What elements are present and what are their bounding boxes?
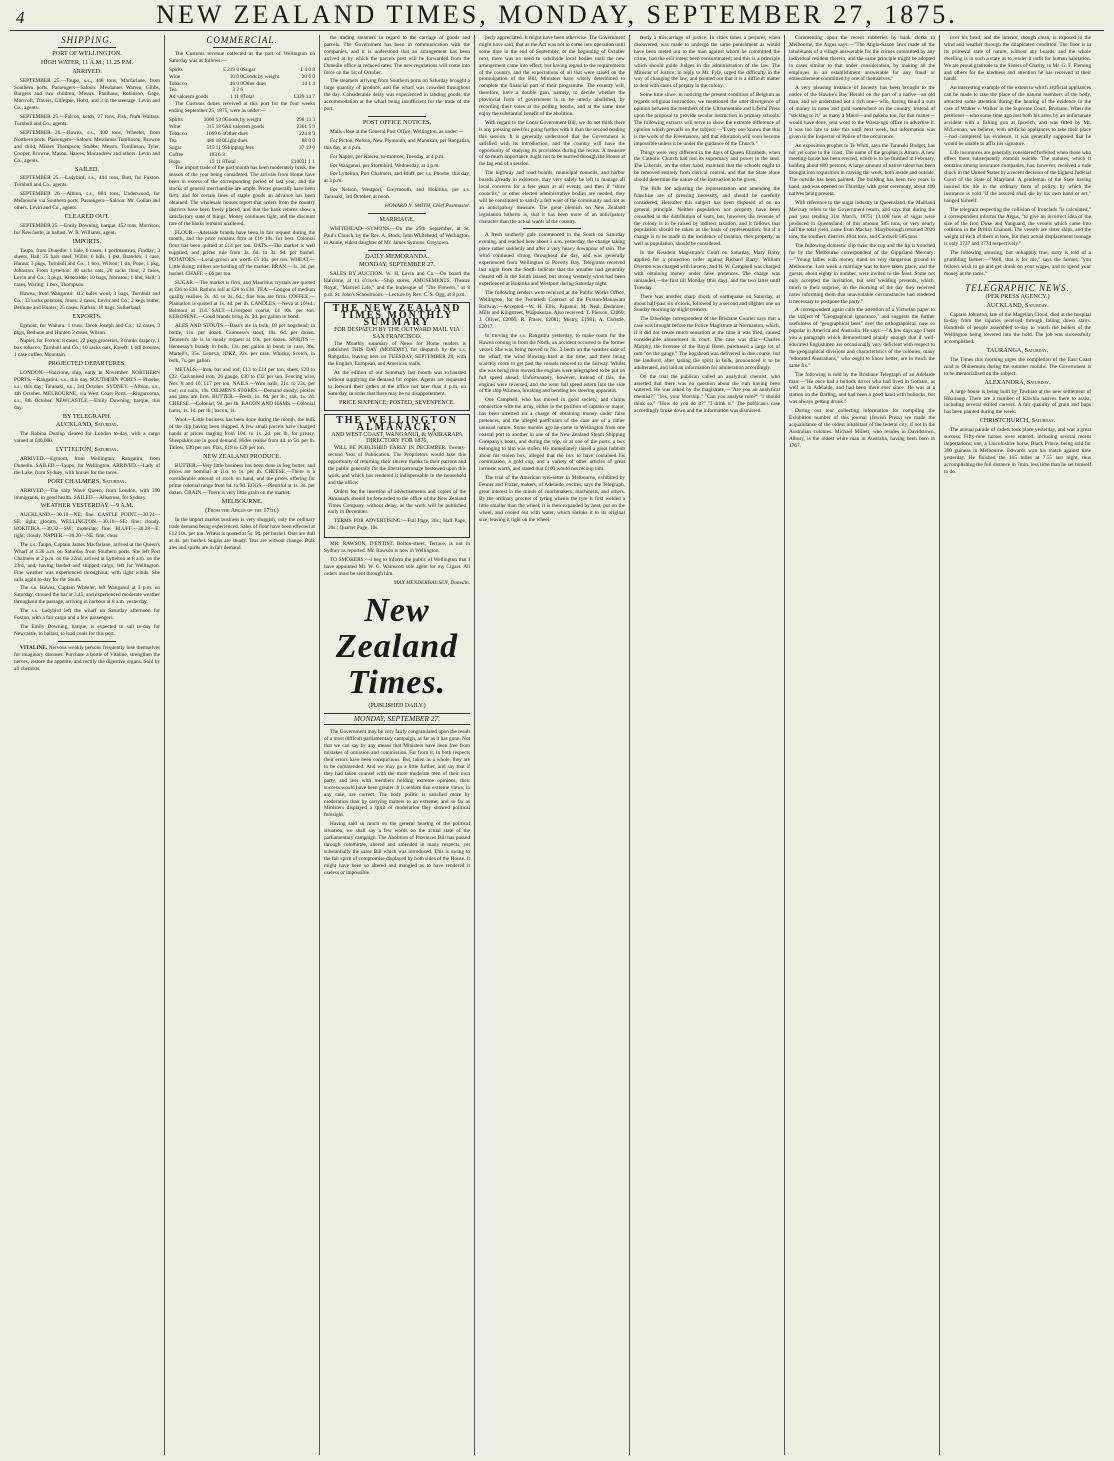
customs-cell: 486 18 0 (206, 137, 225, 144)
advertisement-text: WILL BE PUBLISHED EARLY IN DECEMBER. Twenty-second Year of Publication. The Proprietors would take this opportunity of returning their sincere thanks to their patrons and the public generally for the liberal patronage bestowed upon this work, and which has rendered it indispensable in the household and the office. (328, 445, 466, 486)
arrival-entry: SEPTEMBER 26.—Hawea, s.s., 400 tons, Wheeler, from Northern ports. Passengers—Saloon: Mesdames Tomlinson, Browne and child, Misses Thompson, Stubbs; Messrs. Tomlinson, Tyler, Cooper, Browne, Mason, Hawes, Macandrew and others. Levin and Co., agents. (14, 129, 160, 164)
article-paragraph: SUGAR.—The market is firm, and Mauritius crystals are quoted at £36 to £38. Rations sell at £28 to £30. TEA.—Congou of medium quality realises 2s. 4d. to 2s. 6d.; fine teas are firm. COFFEE.—Plantation is quoted at 1s. 4d. per lb. CANDLES.—Neva at 10¾d.; Belmont at 11d. SALT.—Liverpool coarse, £4 10s. per ton. KEROSENE.—Good brands bring 2s. 3d. per gallon in bond. (169, 279, 315, 321)
customs-cell: £10031 1 1 (291, 158, 315, 165)
shipping-report: The Emily Downing, barque, is expected to sail to-day for Newcastle, in ballast, to load coals for this port. (14, 623, 160, 637)
section-subheading: PROJECTED DEPARTURES. (48, 360, 126, 368)
advertisement-text: The Monthly summary of News for Home readers is published THIS DAY (MONDAY), for despatch by the s.s. Rangatira, leaving here on TUESDAY, SEPTEMBER 28, with the English, European, and American mails. (328, 340, 466, 368)
customs-cell: Ad valorem goods (224, 123, 265, 130)
dateline: CHRISTCHURCH, Saturday. (979, 417, 1056, 425)
customs-cell: Other dues (243, 80, 267, 87)
leader-dateline: MONDAY, SEPTEMBER 27. (324, 713, 470, 726)
leader-paragraph: The Government may be very fairly congratulated upon the result of a most difficult parliamentary campaign, as far as it has gone. Not that we can say by any means that Ministers have been free from mistakes of omission and commission. Far from it; in both respects their errors have been conspicuous. But, taken as a whole, they are to be commended. And we may go a little further, and say that if they had taken counsel with the more moderate men of their own party, and less with members holding extreme opinions, their success would have been greater. It is seldom that extreme views, in any case, are correct. The body politic is satisfied more by moderation than by carrying matters to an extreme; and so far as Ministers displayed a spirit of moderation they showed political foresight. (324, 729, 470, 819)
customs-row (169, 138, 315, 145)
article-paragraph: The Customs revenue collected at the port of Wellington on Saturday was as follows:— (169, 50, 315, 64)
sailed-entry: SEPTEMBER 26.—Albion, s.s., 804 tons, Underwood, for Melbourne via Southern ports. Passengers—Saloon: Mr. Gollan and others. Levin and Co., agents. (14, 191, 160, 212)
customs-row (169, 67, 315, 74)
dateline: PORT CHALMERS, Saturday. (47, 477, 127, 485)
advertisement-subtitle: AND WEST COAST, WANGANUI, & WAIRARAPA DIRECTORY FOR 1876, (331, 431, 463, 445)
customs-row (169, 81, 315, 88)
column-6 (785, 35, 940, 1455)
weather-entry: AUCKLAND.—30.10—NE; fine. CASTLE POINT.—30.24—SE; light; gloomy. WELLINGTON.—30.18—SE; fine; cloudy. HOKITIKA.—30.32—SW; moderate; fine. BLUFF.—30.28—E; light; cloudy. NAPIER.—30.20—NE; fine; clear. (14, 512, 160, 540)
customs-table (169, 67, 315, 102)
column-2 (165, 35, 320, 1455)
divider (988, 281, 1047, 282)
customs-row (169, 124, 315, 131)
customs-cell (288, 87, 315, 94)
masthead (10, 0, 1104, 31)
telegram-paragraph: A large house is being built by Tawhiao at the new settlement of Hikurangi. There are a number of Kawhia natives there to assist, including several skilled carvers. A fair quantity of grain and hops has been planted during the week. (944, 388, 1091, 416)
article-paragraph: ALES AND STOUTS.—Bass's ale in bulk, £8 per hogshead; in bottle, 11s. per dozen. Guinness's stout, 10s. 6d. per dozen. Tennent's ale is in steady request at 10s. per dozen. SPIRITS.—Hennessy's brandy in bulk, 13s. per gallon in bond; in case, 36s. Martell's, 35s. Geneva, JDKZ, 22s. per case. Whisky, Scotch, in bulk, 7s. per gallon. (169, 323, 315, 364)
telegraph-entry: ARRIVED.—The ship Wave Queen, from London, with 390 immigrants, in good health. SAILED.—Albatross, for Sydney. (14, 487, 160, 501)
telegram-paragraph: The Times this morning urges the completion of the East Coast road to Ohinemutu during the summer months. The Government is to be memorialised on the subject. (944, 356, 1091, 377)
customs-cell: Wine (169, 73, 181, 80)
news-paragraph: Some time since, in noticing the present condition of Belgium as regards religious instruction, we mentioned the utter divergence of opinion between the members of the Ultramontane and Liberal Press upon the proposal to provide secular instruction in primary schools. The following extracts will serve to show the extreme difference of opinion which prevails on the subject:—"Every one knows that this is the work of the Freemasons, and that education will soon become impossible unless it be under the guidance of the Church." (634, 92, 780, 147)
advertisement: Nervous weakly persons frequently lose themselves for imaginary diseases. Purchase a bottle of Vitaline, strengthen the nerves, restore the appetite, and rectify the digestive organs. Sold by all chemists. (14, 644, 160, 672)
dateline: AUCKLAND, Saturday. (986, 301, 1049, 309)
columns (10, 35, 1104, 1455)
section-subheading: IMPORTS. (72, 237, 102, 245)
customs-cell: 88 0 0 (301, 137, 315, 144)
section-subheading: NEW ZEALAND PRODUCE. (202, 452, 282, 460)
customs-cell: Goods by weight (224, 117, 262, 124)
customs-cell: Spirits (169, 66, 183, 73)
advertisement-heading: VITALINE. (20, 644, 48, 651)
imports-entry: Taupo, from Dunedin: 1 bale, 6 cases, 1 portmanteau, Findlay; 3 sheets, Hall; 25 bars steel, Willis; 6 bdls, 1 pkt, Brandon; 1 case, Hanna; 3 pkgs, Turnbull and Co.; 1 box, Wilson; 1 tin, Pope; 1 pkg, Johnston. From Lyttelton: 40 sacks oats, 20 sacks flour, 2 cases, Levin and Co.; 3 pkgs, Kirkcaldie; 10 bags, Johnston; 1 hhd, Hall; 3 cases, Waring; 1 box, Thompson. (14, 247, 160, 289)
article-paragraph: In the import market business is very sluggish, only the ordinary trade demand being experienced. Sales of flour have been effected at £12 10s. per ton. Wheat is quoted at 5s. 9d. per bushel. Oats are dull at 4s. per bushel. Sugars are steady. Teas are without change. Bulk ales and spirits are in fair demand. (169, 516, 315, 551)
news-paragraph: The trial of the American tyre-setter in Melbourne, exhibited by Fenner and Frazer, makers, of Adelaide, excites, says the Telegraph, great interest in the minds of coachmakers, machinists, and others. By the ordinary process of tyring wheels the tyre is first welded a little smaller than the wheel; it is then expanded by heat, put on the wheel, and cooled out with water, which shrinks it to its original size, leaving it tight on the wheel. (479, 475, 625, 523)
customs-cell: 1069 6 4 (206, 130, 225, 137)
dateline: MONDAY, SEPTEMBER 27. (359, 261, 435, 269)
customs-cell: Coffee (169, 151, 184, 158)
news-paragraph: There was another sharp shock of earthquake on Saturday, at about half-past six o'clock, followed by a second and slighter one on Sunday morning by slight tremors. (634, 293, 780, 314)
shipping-report: The s.s. Taupo, Captain James Macfarlane, arrived at the Queen's Wharf at 4.30 a.m. on Saturday from Southern ports. She left Port Chalmers at 2 p.m. on the 22nd, arrived at Lyttelton at 8 a.m. on the 23rd, and, having landed and shipped cargo, left for Wellington. Fine weather was experienced throughout, with light winds. She sails again to-day for the South. (14, 542, 160, 583)
section-subheading: MARRIAGE. (379, 215, 415, 223)
telegraph-entry: The Robina Dunlop cleared for London to-day, with a cargo valued at £40,000. (14, 431, 160, 445)
high-water-line: HIGH WATER, 11 A.M.; 11.25 P.M. (40, 58, 134, 66)
customs-cell: Total (224, 158, 236, 165)
paper-title-header: NEW ZEALAND TIMES, MONDAY, SEPTEMBER 27, 1875. (156, 0, 958, 29)
news-paragraph: One Campbell, who has moved in good society, and claims connection with the army, either in the position of captain or major, has been arrested on a charge of obtaining money under false pretences, and the alleged particulars of the case are of a rather unusual nature. Some months ago he came to Wellington from one coastal port to another in one of the New Zealand Steam Shipping Company's boats, and during the trip, or at one of the ports, a box belonging to him was stolen. He immediately raised a great hubbub about his stolen box, alleged that the box to have contained his commission, a gold cup, and a variety of other articles of great intrinsic worth, and stated that £100 would not recoup him. (479, 397, 625, 473)
news-paragraph: In the Resident Magistrate's Court on Saturday, Mary Barry applied for a protection order against Richard Barry; William Overton was charged with larceny; and H. W. Campbell was charged with obtaining money under false pretences. The charge was remanded,—the first till Monday (this day), and the two latter until Tuesday. (634, 250, 781, 291)
divider (368, 116, 426, 117)
article-paragraph: The import trade of the past month has been moderately brisk, the season of the year being considered. The arrivals from Home have been in excess of the corresponding period of last year, and the stocks of general merchandise are ample. Prices generally have been firm, and for certain lines of staple goods an advance has been obtained. The wholesale houses report that orders from the country districts have been freely placed, and that the bank returns show a satisfactory state of things. Money continues tight, and the discount rate of the banks remains unaltered. (169, 165, 315, 227)
customs-cell: Tea (169, 87, 177, 94)
customs-cell: Hops (169, 158, 181, 165)
dateline: TAURANGA, Saturday. (986, 347, 1049, 355)
advertisement-text: Orders for the insertion of advertisements and copies of the Almanack should be forwarded to the office of the New Zealand Times Company, without delay, as the work will be published early in December. (328, 488, 466, 516)
advertisement-text: TERMS FOR ADVERTISING:—Full Page, 30s.; Half Page, 20s.; Quarter Page, 10s. (328, 518, 466, 532)
news-paragraph: festly a miscarriage of justice. In cities times a perjurer, when discovered, was made to undergo the same punishment as would have been meted out to the man against whom he committed the crime, had the evil intent been consummated; and this is a principle which should guide Judges in the administration of the law. The Minister of Justice, in reply to Mr. Fyfe, urged the difficulty in the way of changing the law, and pointed out that it is a difficult matter to deal with cases of perjury in the colony. (634, 35, 780, 90)
shipping-report: The s.s. Ladybird left the wharf on Saturday afternoon for Foxton, with a fair cargo and a few passengers. (14, 608, 160, 622)
price-line: PRICE SIXPENCE; POSTED, SEVENPENCE. (339, 399, 455, 406)
customs-cell: 3060 13 0 (203, 117, 225, 124)
shipping-heading: SHIPPING. (61, 35, 113, 45)
divider (368, 213, 426, 214)
customs-cell: 1 11 8 (229, 94, 243, 101)
agency-note: (PER PRESS AGENCY.) (985, 292, 1050, 300)
customs-cell: Sugar (243, 66, 256, 73)
dateline: AUCKLAND, Saturday. (55, 421, 119, 429)
news-paragraph: A very pleasing instance of honesty has been brought to the notice of the Hawke's Bay Herald on the part of a native—an old man, and we understand not a rich one—who, having found a sum of money in notes and gold somewhere on the country, instead of "sticking to it," as many a Maori—and pakeha too, for that matter—would have done, sent word to the Wawa-ngo office to advertise it. It was too late to take this until next week, but information was given to the Inspector of Police of the occurrence. (789, 85, 935, 140)
notice-paragraph: SALES BY AUCTION. W. H. Levin and Co.—On board the Halcione, at 11 o'clock,—Ship stores. AMUSEMENTS. Theatre Royal, "Married Life," and the burlesque of "The Flowers," at 8 p.m. St. John's Schoolroom.—Lecture by Rev. C. S. Ogg, at 8 p.m. (324, 271, 470, 299)
customs-cell: Total (243, 94, 254, 101)
almanack-advertisement (324, 414, 470, 539)
section-subheading: SAILED. (75, 165, 99, 173)
customs-cell: Ad valorem goods (169, 94, 209, 101)
leader-paragraph: The highway and road boards, municipal councils, and harbor boards already in existence, may very safely be left to manage all local concerns for a few years at all events; and then if "shire councils," or other elected administrative bodies are needed, they will be constituted to satisfy a felt want of the community and not as an anticipatory measure. The great blemish on New Zealand legislation hitherto is, that it has been more of an anticipatory character than the actual wants of the country. (479, 170, 625, 225)
column-4 (475, 35, 630, 1455)
news-paragraph: Commenting upon the recent robberies by bank clerks in Melbourne, the Argus says:—"The Anglo-Saxon laws made all the inhabitants of a village answerable for the crimes committed by any individual resident therein, and the same principle might be adopted in cases similar to that under consideration, by making all the employes in an establishment answerable for any fraud or embezzlement committed by one of themselves." (789, 35, 935, 83)
advertisement-title: THE NEW ZEALAND TIMES MONTHLY SUMMARY (332, 303, 462, 328)
section-subheading: ARRIVED. (72, 67, 102, 75)
customs-cell: 46 0 0 (229, 80, 243, 87)
telegram-paragraph: Captain Johnston, late of the Magellan Cloud, died at the hospital to-day from the injuries received through falling down stairs. Hundreds of people assembled to-day to watch the boilers of the Wellington being lowered into the hold. The job was successfully accomplished. (944, 311, 1091, 346)
news-paragraph: The following is told by the Brisbane Telegraph of an Adelaide man:—"He once had a bullock driver who had lived in Gotham, as well as in Adelaide, and had been there ever since. He was at a station on the Darling, and had been a good hand with bullocks, but was always getting drunk." (789, 371, 935, 406)
news-paragraph: An interesting example of the extent to which artificial appliances can be made to take the place of the natural members of the body, attracted some attention during the hearing of the evidence in the case of Walker v. Walker in the Supreme Court, Brisbane. When the petitioner—who some time ago lost both his arms by an unfortunate accident with a fishing gun at Ipswich, and was fitted by Mr. McLennan, we believe, with artificial appliances to take their place—had completed his evidence, it was generally supposed that he would be unable to affix his signature. (944, 85, 1091, 147)
divider (58, 641, 116, 642)
customs-cell: £329 14 7 (293, 94, 315, 101)
column-1 (10, 35, 165, 1455)
customs-row (169, 117, 315, 124)
customs-cell (243, 87, 288, 94)
advertisement-subtitle: FOR DESPATCH BY THE OUTWARD MAIL VIA SAN FRANCISCO. (334, 326, 460, 340)
source-line: (From the Argus of the 17th.) (205, 507, 279, 514)
divider (523, 228, 581, 229)
customs-cell: Other dues (224, 130, 248, 137)
advertisement: TO SMOKERS.—I beg to inform the public of Wellington that I have appointed Mr. W. G. Wainscott sole agent for my Cigars. All orders must be sent through him. (324, 557, 470, 577)
news-paragraph: Things were very different in the days of Queen Elizabeth, when the Catholic Church had lost its supremacy and power in the land. The Liberals, on the other hand, maintain that the schools ought to be removed entirely from clerical control, and that the State alone should determine the nature of the instruction to be given. (634, 149, 780, 184)
customs-cell: 193 6 3 (208, 151, 225, 158)
telegraphic-news-heading: TELEGRAPHIC NEWS. (965, 282, 1070, 293)
notice-paragraph: For Picton, Nelson, New Plymouth, and Manukau, per Rangatira, this day, at 4 p.m. (324, 137, 470, 151)
customs-cell: 298 13 3 (296, 117, 315, 124)
summary-advertisement (324, 302, 470, 411)
news-paragraph: On the trial the publican called an analytical chemist, who asserted that there was no question about the rum having been watered. He was asked by the magistrate,—"Are you an analytical chemist?" "Yes, your Worship." "Can you analyse rum?" "I should think so." "How do you do it?" "I drink it." The publican's case accordingly broke down and the information was dismissed. (634, 373, 780, 415)
section-subheading: WEATHER YESTERDAY.—9 A.M. (40, 502, 134, 510)
customs-cell: Goods by weight (243, 73, 280, 80)
notice-paragraph: WHITEHEAD—SYMONS.—On the 25th September, at St. Paul's Church, by the Rev. A. Stock, John Whitehead, of Wellington, to Annie, eldest daughter of Mr. James Symons, Greytown. (324, 225, 470, 246)
news-paragraph: The Etheridge correspondent of the Brisbane Courier says that a case was brought before the Police Magistrate at Normanton, which, if it did not create much sensation at the time it was tried, caused considerable amusement in court. The case was this:—Charles Murphy, the licensee of the Royal Hotel, purchased a large lot of rum "on the gauge." The hogshead was delivered in due course, but the landlord, after tasting the spirit in bulk, pronounced it to be adulterated, and laid an information for adulteration accordingly. (634, 316, 780, 371)
divider (213, 47, 271, 48)
section-subheading: EXPORTS. (72, 312, 102, 320)
section-subheading: POST OFFICE NOTICES. (362, 118, 432, 126)
notice-paragraph: For Lyttelton, Port Chalmers, and Bluff, per s.s. Phoebe, this day, at 3 p.m. (324, 171, 470, 185)
customs-cell (281, 152, 315, 159)
customs-cell: Wine (169, 123, 181, 130)
news-paragraph: Life insurances are generally considered forfeited when those who effect them subsequently commit suicide. The statutes, which it contains among insurance companies, has, however, received a rude shock in the United States by a recent decision of the highest Judicial Court of the State of Maryland. A gentleman of the State having insured his life in the ordinary form of policy, by which the insurance is void "if the assured shall die by his own hand or act," hanged himself. (944, 149, 1091, 204)
news-paragraph: The Bills for adjusting the representation and amending the franchise are of pressing necessity, and should be carefully considered. Hereafter this subject has been disposed of on no general principle. Neither population nor property have been consulted in the distribution of seats, but, however, the revenue of the colony is to be raised by indirect taxation, and it follows that population should be taken as the basis of representation; but if a change is to be made in the incidence of taxation, then property, as well as population, should be considered. (634, 186, 780, 248)
sailed-entry: SEPTEMBER 25.—Ladybird, s.s., 444 tons, Butt, for Foxton. Turnbull and Co., agents. (14, 175, 160, 189)
customs-cell (225, 152, 281, 159)
column-5 (630, 35, 785, 1455)
departures-entry: LONDON.—Halcione, ship, early in November. NORTHERN PORTS.—Rangatira, s.s., this day. SOUTHERN PORTS.—Phoebe, s.s., this day; Taranaki, s.s., 3rd October. SYDNEY.—Albion, s.s., 4th October. MELBOURNE, via West Coast Ports.—Ringarooma, s.s., 8th October. NEWCASTLE.—Emily Downing, barque, this day. (14, 370, 160, 411)
exports-entry: Napier, for Foxton: 8 cases, 22 pkgs groceries, 3 trunks drapery, 1 box tobacco, Turnbull and Co.; 10 sacks oats, Kreeft; 1 bdl brooms, 1 case coffee, Mountain. (14, 338, 160, 359)
divider (58, 47, 116, 48)
customs-cell: 2361 5 9 (296, 123, 315, 130)
customs-row (169, 131, 315, 138)
news-paragraph: The telegram respecting the collision of Ironclads "is calculated," a correspondent informs the Argus, "to give an incorrect idea of the size of the Iron Duke and Vanguard, the vessels which came into collision in the British Channel. The vessels are sister ships, and the weight of each of them in tons, but their actual displacement tonnage is only 3737 and 3774 respectively." (944, 206, 1091, 248)
customs-cell: 224 8 9 (299, 130, 315, 137)
customs-cell: £ 4 0 8 (300, 66, 315, 73)
customs-cell: 20 6 0 (301, 73, 315, 80)
news-paragraph: A correspondent again calls the attention of a Victorian paper to the subject of "Geographical ignorance," and suggests the further usefulness of "geographical bees" over the orthographical, now so popular in America and Australia. He says:—"A few days ago I sent you a paragraph which demonstrated plainly enough that if well-educated Englishmen are occasionally very deficient with respect to the geographical divisions and characteristics of the colonies, many "educated Australians," who ought to know better, are in much the same fix." (789, 307, 935, 369)
arrival-entry: SEPTEMBER 25.—Taupo, s.s., 448 tons, Macfarlane, from Southern ports. Passengers—Saloon: Mesdames Warren, Gibbs, Burgess and two children, Messrs. Paulhaus, Robinson, Gage, Marcroft, Travers, Gillespie, Holst, and 3 in the steerage. Levin and Co., agents. (14, 77, 160, 112)
shipping-report: The s.s. Hawea, Captain Wheeler, left Wanganui at 3 p.m. on Saturday, crossed the bar at 3.45, and experienced moderate weather throughout the passage, arriving in harbour at 8 a.m. yesterday. (14, 585, 160, 606)
customs-cell: 13 11 8 (209, 158, 225, 165)
column-7 (940, 35, 1095, 1455)
news-paragraph: An exposition prophet to Te Whiti, says the Taranaki Budget, has not yet come to the coast. The name of the prophet is Amaru. A new meeting-house has been erected, which is to be finished in February, holding about 800 persons. A large amount of native talent has been brought into requisition in carving the work, both inside and outside. The outside has been painted. The building has been two years in hand, and was opened on Thursday with great ceremony, about 400 natives being present. (789, 142, 935, 197)
customs-cell: 37 19 0 (299, 144, 315, 151)
telegraph-entry: ARRIVED.—Egmont, from Wellington; Rangatira, from Dunedin. SAILED.—Taupo, for Wellington. ARRIVED.—Lady of the Lake, from Sydney, with horses for the races. (14, 456, 160, 476)
customs-row (169, 74, 315, 81)
dateline: ALEXANDRA, Saturday. (984, 378, 1051, 386)
article-paragraph: The Customs duties received at this port for the four weeks ending September 25, 1875, were as under:— (169, 101, 315, 115)
news-paragraph: The following domestic slip twist the cup and the lip is vouched for by the Melbourne correspondent of the Gippsland Mercury:—"Young ladies with money stand on very dangerous ground in Melbourne. Last week a marriage was to have taken place, and the guests, about eighty in number, were invited to the feast. Some not only accepted the invitation, but sent wedding presents, which, much to their surprise, on the morning of the day they received notes informing them that unavoidable circumstances had rendered it necessary to postpone the party." (789, 243, 935, 305)
publication-note: (PUBLISHED DAILY.) (368, 702, 426, 709)
page-number: 4 (16, 8, 25, 27)
byline: HOWARD N. SMITH, Chief Postmaster. (384, 203, 470, 210)
customs-cell: 515 11 9 (206, 144, 225, 151)
article-paragraph: METALS.—Iron, bar and rod, £13 to £14 per ton; sheet, £20 to £22. Galvanised iron, 26 gauge, £30 to £32 per ton. Fencing wire, Nos. 8 and 10, £17 per ton. NAILS.—Wire nails, 21s. to 23s. per cwt; cut nails, 19s. OILMEN'S STORES.—Demand steady; pickles and jams are firm. BUTTER.—Fresh, 1s. 6d. per lb.; salt, 1s. 2d. CHEESE.—Colonial, 9d. per lb. BACON AND HAMS.—Colonial hams, 1s. 1d. per lb.; bacon, 1s. (169, 366, 315, 415)
section-subheading: MELBOURNE. (221, 498, 263, 506)
customs-cell: 3 2 6 (232, 87, 243, 94)
customs-cell: 14 1 4 (301, 80, 315, 87)
customs-cell: Shipping fees (224, 144, 254, 151)
customs-row (169, 145, 315, 152)
news-paragraph: The following tenders were received at the Public Works Office, Wellington, for the Twentieth Contract of the Foxton-Manawatu Railway:—Accepted—W. H. Ellis, Papanui; M. Neal, Dedmore; Mills and Kingstreet, Waipukurau. Also received: T. Pierson, £2060; J. Oliver, £2000; R. Fraser, £2081; Mistry, £1981; A. Christie, £2017. (479, 289, 625, 331)
arrival-entry: SEPTEMBER 25.—Falcon, ketch, 27 tons, Fisk, from Waitara. Turnbull and Co., agents. (14, 114, 160, 128)
imports-entry: Hawea, from Wanganui: 112 bales wool, 3 bags, Turnbull and Co.; 33 sacks potatoes, Jones; 2 cases, Levin and Co.; 2 kegs butter, Bethune and Hunter; 25 cases, Nathan; 10 bags, Sutherland. (14, 291, 160, 311)
cleared-entry: SEPTEMBER 25.—Emily Downing, barque, 452 tons, Morrison, for Newcastle, in ballast. W. R. Williams, agent. (14, 222, 160, 236)
dateline: LYTTELTON, Saturday. (55, 446, 119, 454)
news-paragraph: over his head, and the interior, though clean, is exposed to the wind and weather through the dilapidated condition. The floor is in its primeval state of nature, without any boards, and the whole dwelling is in such a state as to render it unfit for human habitation. We are proud gratitude to the Sisters of Charity, to Mr. G. F. Fleming and others for the kindness and attention he has received at their hands. (944, 35, 1091, 83)
commercial-heading: COMMERCIAL. (206, 35, 278, 45)
customs-cell: 315 18 6 (206, 123, 225, 130)
article-paragraph: FLOUR.—Adelaide brands have been in fair request during the month, and the price remains firm at £16 10s. for best. Colonial flour has been quitted at £14 per ton. OATS.—The market is well supplied, and prices rule from 3s. 6d. to 3s. 9d. per bushel. POTATOES.—Local-grown are worth £5 10s. per ton. WHEAT.—Little doing; millers are holding off the market. BRAN.—1s. 3d. per bushel. CHAFF.—£6 per ton. (169, 229, 315, 277)
news-paragraph: During our tour collecting information for compiling the Exhibition number of this journal (Jewish Press) we made the acquaintance of the oldest inhabitant of the federal city, if not in the Australian colonies. Michael Millett, who resides in Davidstown, Albury, is the oldest white man in Australia, having been born in 1767. (789, 408, 935, 449)
section-subheading: BY TELEGRAPH. (62, 412, 112, 420)
news-paragraph: With reference to the sugar industry in Queensland, the Maitland Mercury refers to the Government return, and says that during the past year (ending 31st March, 1875) 13,108 tons of sugar were produced in Queensland; of this amount 585 tons, or very nearly half the total yield, came from Mackay. Maryborough returned 2026 tons, the southern districts 4844 tons, and Cardwell 585 tons. (789, 199, 935, 241)
notice-paragraph: For Napier, per Hawea, to-morrow, Tuesday, at 4 p.m. (330, 153, 445, 160)
customs-row (169, 152, 315, 159)
customs-cell: Sugar (169, 144, 182, 151)
byline: MAX MENDERHAUSEN, Dunedin. (393, 579, 470, 586)
advertisement-text: As the edition of our Summary last month was exhausted without supplying the demand for copies, Agents are requested to forward their orders at the office not later than 4 p.m. on Saturday, in order that there may be no disappointment. (328, 370, 466, 397)
customs-cell: Tobacco (169, 80, 187, 87)
news-paragraph: A fresh southerly gale commenced in the South on Saturday evening, and reached here about 3 a.m. yesterday, the change taking place rather suddenly and after a very heavy downpour of rain. The wind continued strong throughout the day, and was generally experienced from Wellington to Poverty Bay. Telegrams received last night from the South indicate that the weather had generally cleared off in the South Island, but strong westerly wind had been experienced at Hokitika and Westport during Saturday night. (479, 232, 625, 287)
customs-row (169, 87, 315, 94)
customs-cell: Tobacco (169, 130, 187, 137)
customs-cell: Light dues (224, 137, 248, 144)
customs-table (169, 117, 315, 165)
section-subheading: CLEARED OUT. (64, 212, 110, 220)
leader-paragraph: perly appreciated. It might have been otherwise. The Government might have said, that as the Act was not to come into operation until some time in the end of September, or the beginning of October next, there was no need to subdivide local bodies until the new arrangement came into effect; but having regard to the requirements of the country, and the expectations of all that were raised on the promulgation of the Bill, Ministers have wisely determined to complete the financial part of their programme. The country will, therefore, have a double gain, namely, to decide whether the provincial form of government is to be utterly abolished, by recording their votes at the polling booths, and at the same time enjoy the substantial benefit of the abolition. (479, 35, 625, 117)
column-3 (320, 35, 475, 1455)
notice-paragraph: For Wanganui, per Stormbird, Wednesday, at 4 p.m. (330, 162, 440, 169)
leader-paragraph: Having said so much on the general bearing of the political situation, we shall say a few words on the actual state of the parliamentary campaign. The Abolition of Provinces Bill has passed through committee, altered and amended in many respects, yet substantially the same Bill which was introduced. This is owing to the fair spirit of compromise displayed by both sides of the House. It might have been so altered and mangled as to have rendered it useless or impossible. (324, 821, 470, 876)
paper-title: New Zealand Times. (335, 591, 459, 701)
article-paragraph: Wool.—Little business has been done during the month, the bulk of the clip having been shipped. A few small parcels have changed hands at prices ranging from 10d. to 1s. 2d. per lb. for greasy. Sheepskins are in good demand. Hides realise from 4d. to 5d. per lb. Tallow, £30 per ton. Flax, £18 to £20 per ton. (169, 417, 315, 451)
customs-cell: £ 219 0 0 (223, 66, 243, 73)
article-paragraph: BUTTER.—Very little business has been done in keg butter, and prices are nominal at 11d. to 1s. per lb. CHEESE.—There is a considerable amount of stock on hand, and the prices offering for prime colonial range from 8d. to 9d. EGGS.—Plentiful at 1s. 3d. per dozen. GRAIN.—There is very little grain on the market. (169, 462, 315, 497)
advertisement-title: THE WELLINGTON ALMANACK, (336, 414, 458, 433)
leader-paragraph: With regard to the Local Government Bill, we do not think there is any pressing need for going further with it than the second reading this session. It is generally understood that the Government is satisfied with its introduction, and the country will have the opportunity of studying its provisions during the recess. A measure of so much importance ought not to be hurried through the House at the fag end of a session. (479, 119, 625, 168)
notice-paragraph: Mails close at the General Post Office, Wellington, as under:— (330, 128, 464, 135)
advertisement: MR. RAWSON, D'ENTIST, Bolton-street, Terrace, is not in Sydney as reported. Mr. Rawson is now in Wellington. (324, 541, 470, 555)
article-paragraph: The steamers arriving from Southern ports on Saturday brought a large quantity of produce, and the wharf was crowded throughout the day. Considerable delay was experienced in landing goods, the accommodation at the wharf being insufficient for the trade of the port. (324, 78, 470, 113)
customs-cell: 10 0 0 (229, 73, 243, 80)
article-paragraph: the trading steamers in regard to the carriage of goods and parcels. The Government has been in communication with the companies, and it is understood that an arrangement has been arrived at by which the parcels post will be forwarded from the Dunedin office at reduced rates. The new regulations will come into force on the 1st of October. (324, 35, 470, 76)
customs-cell: Spirits (169, 117, 183, 124)
divider (368, 250, 426, 251)
exports-entry: Egmont, for Waitara: 1 truss, Jacob Joseph and Co.; 12 cases, 3 pkgs, Bethune and Hunter; 2 cases, Wilson. (14, 322, 160, 336)
section-subheading: DAILY MEMORANDA. (365, 252, 429, 260)
notice-paragraph: For Nelson, Westport, Greymouth, and Hokitika, per s.s. Taranaki, 3rd October, at noon. (324, 187, 470, 201)
telegram-paragraph: The annual parade of cadets took place yesterday, and was a great success. Fifty-nine horses were entered, including several recent importations; one, a Lincolnshire horse, Black Prince, being sold for 300 guineas in Melbourne. Edwards won his match against time yesterday. He finished the 105 miles at 7.55 last night, thus accomplishing the full distance in 7min. less time than he set himself to do. (944, 427, 1091, 475)
section-subheading: PORT OF WELLINGTON. (52, 49, 122, 57)
news-paragraph: In moving the s.s. Rangatira yesterday, to make room for the Hawea coming in from the North, an accident occurred to the former vessel. She was being moved to No. 3 berth on the weather side of the wharf, the wind blowing hard at the time, and there being scarcely room to get past the vessels moored to the fairway. Whilst she was being thus moved the engines were telegraphed to be put on full speed ahead. Unfortunately, however, instead of this, the engines were reversed, and she went full speed astern into the side of the ship Waimea, breaking and bending her steering apparatus. (479, 333, 625, 395)
customs-cell: Tea (169, 137, 177, 144)
news-paragraph: The following amusing, but unhappily true, story is told of a grumbling farmer:—"Well, that is for me," says the farmer, "you fellows wish to go and get drunk on your wages, and to spend your money at the races." (944, 250, 1091, 277)
